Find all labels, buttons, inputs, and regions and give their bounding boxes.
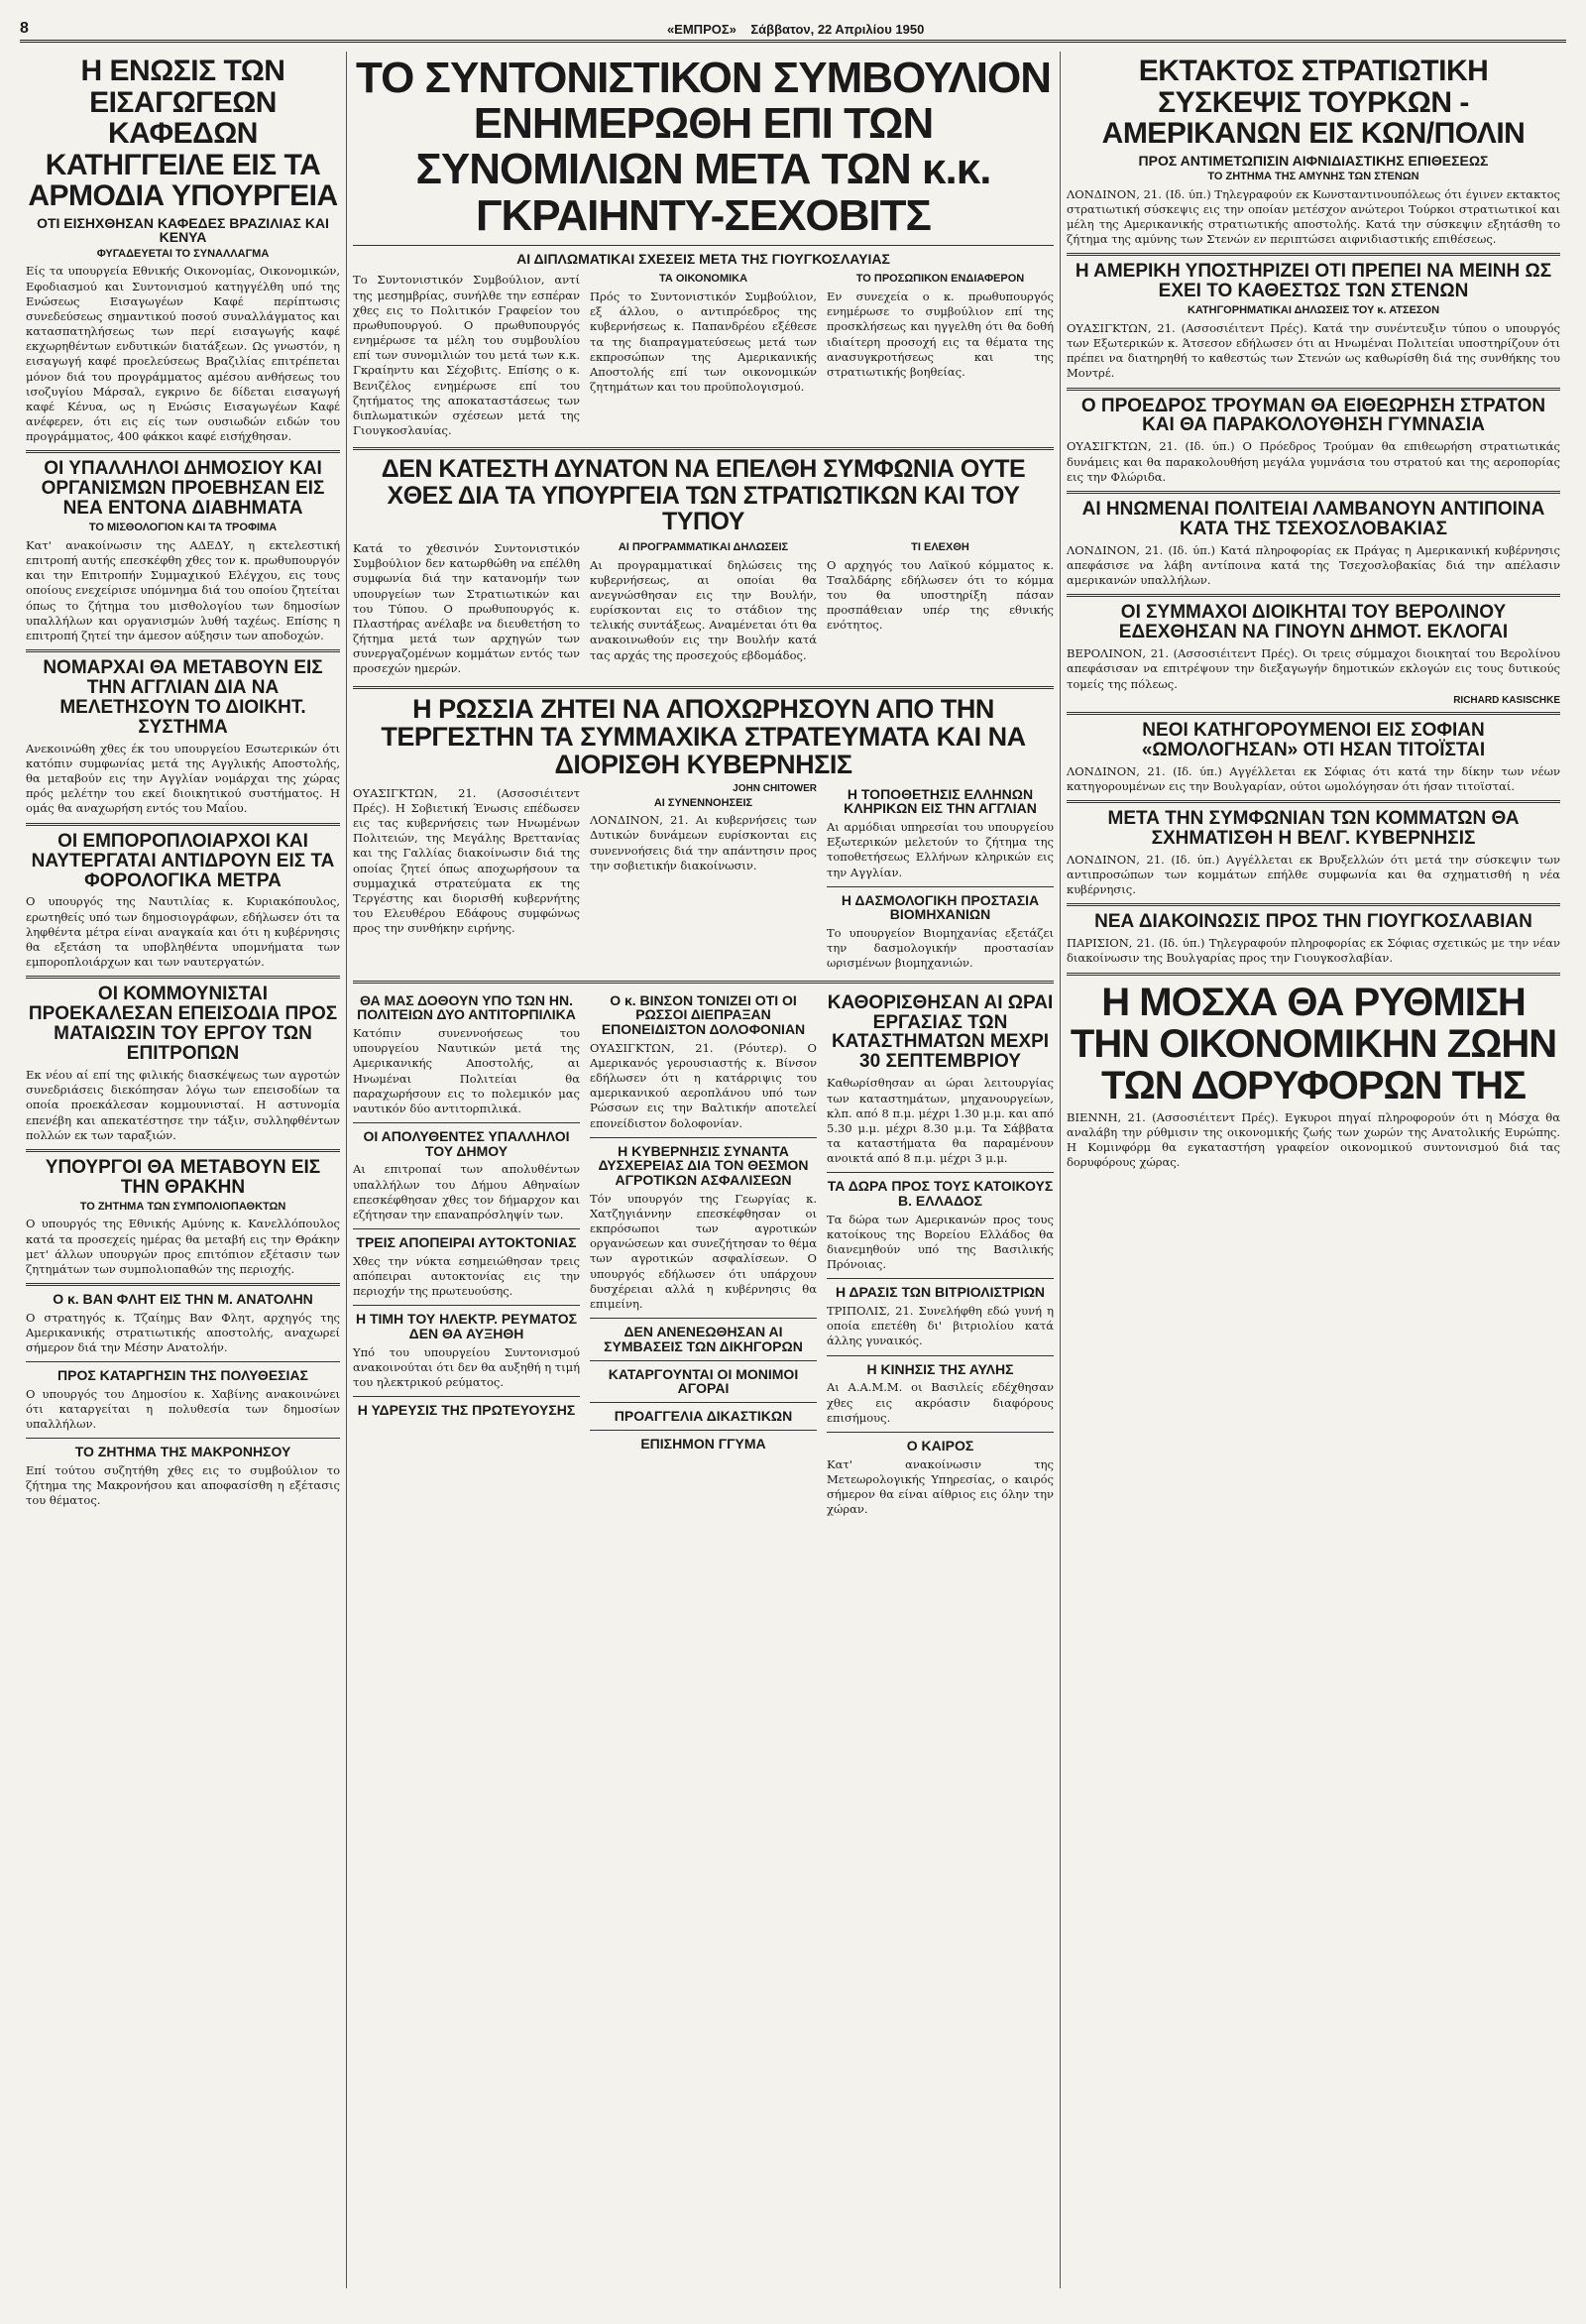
article-ministries-3: Ο αρχηγός του Λαϊκού κόμματος κ. Τσαλδάρης εδήλωσεν ότι το κόμμα του θα υποστηρίξη πάσαν προσπάθειαν υπέρ της εθνικής ενότητος. [827, 557, 1054, 633]
article-prefects: Ανεκοινώθη χθες έκ του υπουργείου Εσωτερικών ότι κατόπιν συμφωνίας μετά της Αγγλικής Αποστολής, θα μεταβούν εις την Αγγλίαν νομάρχαι της χώρας πρός μελέτην του εκεί διοικητικού συστήματος. Η ομάς θα αναχωρήση εντός του Μαΐου. [26, 741, 340, 816]
article-weather: Κατ' ανακοίνωσιν της Μετεωρολογικής Υπηρεσίας, ο καιρός σήμερον θα είναι αίθριος εις όλην την χώραν. [827, 1456, 1054, 1517]
subhead-declarations: ΑΙ ΠΡΟΓΡΑΜΜΑΤΙΚΑΙ ΔΗΛΩΣΕΙΣ [618, 541, 789, 554]
article-communists: Εκ νέου αί επί της φιλικής διασκέψεως των αγροτών συνεδριάσεις διεκόπησαν λόγω των επεισοδίων τα οποία προεκάλεσαν κομμουνισταί. Η αστυνομία επενέβη και απεκατέστησε την τάξιν, συλληφθέντων πολλών εκ των ταραξιών. [26, 1068, 340, 1142]
divider [1067, 253, 1560, 256]
divider [353, 981, 1054, 984]
paper-name: «ΕΜΠΡΟΣ» [666, 21, 736, 37]
divider [827, 1432, 1054, 1433]
headline-ministries: ΔΕΝ ΚΑΤΕΣΤΗ ΔΥΝΑΤΟΝ ΝΑ ΕΠΕΛΘΗ ΣΥΜΦΩΝΙΑ ΟΥΤΕ ΧΘΕΣ ΔΙΑ ΤΑ ΥΠΟΥΡΓΕΙΑ ΤΩΝ ΣΤΡΑΤΙΩΤΙΚΩΝ ΚΑΙ ΤΟΥ ΤΥΠΟΥ [381, 455, 1026, 535]
divider [1067, 903, 1560, 906]
divider [26, 976, 340, 979]
article-electricity: Υπό του υπουργείου Συντονισμού ανακοινούται ότι δεν θα αυξηθή η τιμή του ηλεκτρικού ρεύματος. [353, 1344, 580, 1389]
headline-shop-hours: ΚΑΘΟΡΙΣΘΗΣΑΝ ΑΙ ΩΡΑΙ ΕΡΓΑΣΙΑΣ ΤΩΝ ΚΑΤΑΣΤΗΜΑΤΩΝ ΜΕΧΡΙ 30 ΣΕΠΤΕΜΒΡΙΟΥ [827, 991, 1054, 1073]
kicker-yugoslavia: ΑΙ ΔΙΠΛΩΜΑΤΙΚΑΙ ΣΧΕΣΕΙΣ ΜΕΤΑ ΤΗΣ ΓΙΟΥΓΚΟΣΛΑΥΙΑΣ [516, 250, 890, 267]
subhead-what-said: ΤΙ ΕΛΕΧΘΗ [911, 541, 969, 554]
kicker-straits: ΤΟ ΖΗΤΗΜΑ ΤΗΣ ΑΜΥΝΗΣ ΤΩΝ ΣΤΕΝΩΝ [1207, 171, 1419, 183]
subhead-personal: ΤΟ ΠΡΟΣΩΠΙΚΟΝ ΕΝΔΙΑΦΕΡΟΝ [855, 273, 1025, 286]
headline-official: ΕΠΙΣΗΜΟΝ ΓΓΥΜΑ [640, 1435, 766, 1452]
kicker-acheson: ΚΑΤΗΓΟΡΗΜΑΤΙΚΑΙ ΔΗΛΩΣΕΙΣ ΤΟΥ κ. ΑΤΣΕΣΟΝ [1187, 304, 1440, 317]
divider [353, 245, 1054, 246]
ministries-article [353, 538, 1054, 680]
divider [26, 1361, 340, 1362]
article-ministries-2: Αι προγραμματικαί δηλώσεις της κυβερνήσεως, αι οποίαι θα ανεγνώσθησαν εις την Βουλήν, ευρίσκονται εις το στάδιον της τελικής συντάξεως. Αναμένεται ότι θα ανακοινωθούν εις την Βουλήν κατά τας αρχάς της προσεχούς εβδομάδος. [590, 557, 817, 662]
headline-tariff: Η ΔΑΣΜΟΛΟΓΙΚΗ ΠΡΟΣΤΑΣΙΑ ΒΙΟΜΗΧΑΝΙΩΝ [841, 891, 1040, 923]
article-turkish-american: ΛΟΝΔΙΝΟΝ, 21. (Ιδ. ύπ.) Τηλεγραφούν εκ Κωνσταντινουπόλεως ότι έγινεν εκτακτος στρατιωτική σύσκεψις εις την οποίαν μετέσχον ανώτεροι Τούρκοι στρατιωτικοί και μέλη της Αμερικανικής στρατιωτικής αποστολής. Κατά την σύσκεψιν εξητάσθη το ζήτημα της αμύνης των Στενών εν περιπτώσει αιφνιδιαστικής επιθέσεως. [1067, 186, 1560, 247]
divider [827, 886, 1054, 887]
subhead-economics: ΤΑ ΟΙΚΟΝΟΜΙΚΑ [658, 273, 748, 286]
subhead-coffee: ΟΤΙ ΕΙΣΗΧΘΗΣΑΝ ΚΑΦΕΔΕΣ ΒΡΑΖΙΛΙΑΣ ΚΑΙ ΚΕΝΥΑ [37, 214, 329, 246]
article-vinson: ΟΥΑΣΙΓΚΤΩΝ, 21. (Ρόυτερ). Ο Αμερικανός γερουσιαστής κ. Βίνσον εδήλωσεν ότι η κατάρριψις του αμερικανικού αεροπλάνου υπό των Ρώσσων εις την Βαλτικήν αποτελεί επονείδιστον δολοφονίαν. [590, 1040, 817, 1130]
headline-vinson: Ο κ. ΒΙΝΣΟΝ ΤΟΝΙΖΕΙ ΟΤΙ ΟΙ ΡΩΣΣΟΙ ΔΙΕΠΡΑΞΑΝ ΕΠΟΝΕΙΔΙΣΤΟΝ ΔΟΛΟΦΟΝΙΑΝ [601, 991, 806, 1037]
headline-communists: ΟΙ ΚΟΜΜΟΥΝΙΣΤΑΙ ΠΡΟΕΚΑΛΕΣΑΝ ΕΠΕΙΣΟΔΙΑ ΠΡΟΣ ΜΑΤΑΙΩΣΙΝ ΤΟΥ ΕΡΓΟΥ ΤΩΝ ΕΠΙΤΡΟΠΩΝ [28, 984, 338, 1065]
headline-gifts: ΤΑ ΔΩΡΑ ΠΡΟΣ ΤΟΥΣ ΚΑΤΟΙΚΟΥΣ Β. ΕΛΛΑΔΟΣ [827, 1178, 1054, 1210]
headline-court: Η ΚΙΝΗΣΙΣ ΤΗΣ ΑΥΛΗΣ [866, 1360, 1014, 1377]
article-moscow-satellites: ΒΙΕΝΝΗ, 21. (Ασσοσιέιτεντ Πρές). Εγκυροι πηγαί πληροφορούν ότι η Μόσχα θα αναλάβη την ρύθμισιν της οικονομικής ζωής των χωρών της Ανατολικής Ευρώπης. Η Κομινφόρμ θα εγκαταστήση γραφείον οικονομικού συντονισμού διά τας δορυφόρους χώρας. [1067, 1109, 1560, 1170]
subhead-consultations: ΑΙ ΣΥΝΕΝΝΟΗΣΕΙΣ [653, 796, 753, 809]
divider [26, 1149, 340, 1152]
article-civil-servants: Κατ' ανακοίνωσιν της ΑΔΕΔΥ, η εκτελεστική επιτροπή αυτής επεσκέφθη χθες τον κ. πρωθυπουργόν και την Επιτροπήν Συμμαχικού Ελέγχου, εις τους οποίους ενεχείρισε υπόμνημα διά του οποίου ζητείται όπως το ζήτημα του μισθολογίου των δημοσίων υπαλλήλων και οργανισμών λυθή ταχέως. Επίσης η επιτροπή ζητεί την άμεσον αύξησιν των αποδοχών. [26, 537, 340, 642]
headline-dismissed: ΟΙ ΑΠΟΛΥΘΕΝΤΕΣ ΥΠΑΛΛΗΛΟΙ ΤΟΥ ΔΗΜΟΥ [363, 1128, 570, 1159]
divider [827, 1172, 1054, 1173]
article-court: Αι Α.Α.Μ.Μ. οι Βασιλείς εδέχθησαν χθες εις ακρόασιν διαφόρους επισήμους. [827, 1380, 1054, 1425]
columns [20, 52, 1566, 2288]
article-makronisos: Επί τούτου συζητήθη χθες εις το συμβούλιον το ζήτημα της Μακρονήσου και αποφασίσθη η εξέτασις του θέματος. [26, 1463, 340, 1508]
headline-berlin: ΟΙ ΣΥΜΜΑΧΟΙ ΔΙΟΙΚΗΤΑΙ ΤΟΥ ΒΕΡΟΛΙΝΟΥ ΕΔΕΧΘΗΣΑΝ ΝΑ ΓΙΝΟΥΝ ΔΗΜΟΤ. ΕΚΛΟΓΑΙ [1118, 602, 1509, 643]
article-tariff: Το υπουργείον Βιομηχανίας εξετάζει την δασμολογικήν προστασίαν ωρισμένων βιομηχανιών. [827, 926, 1054, 971]
divider [590, 1430, 817, 1431]
lower-news-grid [353, 989, 1054, 1521]
byline-chitower: JOHN CHITOWER [733, 782, 817, 794]
article-berlin: ΒΕΡΟΛΙΝΟΝ, 21. (Ασσοσιέιτεντ Πρές). Οι τρεις σύμμαχοι διοικηταί του Βερολίνου απεφάσισαν να επιτρέψουν την διεξαγωγήν δημοτικών εκλογών εις τους δυτικούς τομείς της πόλεως. [1067, 646, 1560, 691]
headline-judicial: ΠΡΟΑΓΓΕΛΙΑ ΔΙΚΑΣΤΙΚΩΝ [614, 1407, 793, 1424]
divider [1067, 800, 1560, 803]
headline-russia-trieste: Η ΡΩΣΣΙΑ ΖΗΤΕΙ ΝΑ ΑΠΟΧΩΡΗΣΟΥΝ ΑΠΟ ΤΗΝ ΤΕΡΓΕΣΤΗΝ ΤΑ ΣΥΜΜΑΧΙΚΑ ΣΤΡΑΤΕΥΜΑΤΑ ΚΑΙ ΝΑ ΔΙΟΡΙΣΘΗ ΚΥΒΕΡΝΗΣΙΣ [381, 693, 1026, 780]
divider [26, 1438, 340, 1439]
divider [590, 1137, 817, 1138]
page-number: 8 [20, 20, 29, 37]
kicker-thrace: ΤΟ ΖΗΤΗΜΑ ΤΩΝ ΣΥΜΠΟΛΙΟΠΑΘΚΤΩΝ [79, 1200, 286, 1213]
article-coffee: Είς τα υπουργεία Εθνικής Οικονομίας, Οικονομικών, Εφοδιασμού και Συντονισμού κατηγγέλθη υπό της Ενώσεως Εισαγωγέων Καφέ περίπτωσις συνεδεύσεως σημαντικού ποσού συναλλάγματος και κατασπατηλήσεως των περί εισαγωγής καφέ εκχωρηθέντων ενδυτικών διατάξεων. Ως γνωστόν, η εισαγωγή καφέ προελεύσεως Βραζιλίας επιτρέπεται μόνον διά του προγράμματος αμέσου ανθήσεως του ισοζυγίου Μάρσαλ, εγκρινο δε δίδεται εισαγωγή καφέ Κένυα, ως η Ενώσις Εισαγωγέων Καφέ ανέφερεν, ότι εις είς των ουσιωδών ειδών του προγράμματος, 400 φάκκοι καφέ εισήχθησαν. [26, 264, 340, 444]
divider [26, 823, 340, 826]
headline-truman: Ο ΠΡΟΕΔΡΟΣ ΤΡΟΥΜΑΝ ΘΑ ΕΙΘΕΩΡΗΣΗ ΣΤΡΑΤΟΝ ΚΑΙ ΘΑ ΠΑΡΑΚΟΛΟΥΘΗΣΗ ΓΥΜΝΑΣΙΑ [1080, 395, 1546, 436]
headline-thrace: ΥΠΟΥΡΓΟΙ ΘΑ ΜΕΤΑΒΟΥΝ ΕΙΣ ΤΗΝ ΘΡΑΚΗΝ [45, 1156, 321, 1198]
headline-coordinating-council: ΤΟ ΣΥΝΤΟΝΙΣΤΙΚΟΝ ΣΥΜΒΟΥΛΙΟΝ ΕΝΗΜΕΡΩΘΗ ΕΠΙ ΤΩΝ ΣΥΝΟΜΙΛΙΩΝ ΜΕΤΑ ΤΩΝ κ.κ. ΓΚΡΑΙΗΝΤΥ-ΣΕΧΟΒΙΤΣ [356, 54, 1051, 240]
article-ministries-1: Κατά το χθεσινόν Συντονιστικόν Συμβούλιον δεν κατωρθώθη να επέλθη συμφωνία διά την κατανομήν των υπουργείων των Στρατιωτικών και του Τύπου. Ο πρωθυπουργός κ. Πλαστήρας ανέλαβε να διευθετήση το ζήτημα μετά των αρχηγών των συνεργαζομένων κομμάτων εντός των προσεχών ημερών. [353, 541, 580, 676]
divider [827, 1278, 1054, 1279]
divider [1067, 594, 1560, 597]
headline-moscow-satellites: Η ΜΟΣΧΑ ΘΑ ΡΥΘΜΙΣΗ ΤΗΝ ΟΙΚΟΝΟΜΙΚΗΝ ΖΩΗΝ ΤΩΝ ΔΟΡΥΦΟΡΩΝ ΤΗΣ [1070, 980, 1557, 1107]
article-clerics: Αι αρμόδιαι υπηρεσίαι του υπουργείου Εξωτερικών μελετούν το ζήτημα της τοποθετήσεως Ελλήνων κληρικών εις την Αγγλίαν. [827, 820, 1054, 879]
council-article [353, 270, 1054, 441]
divider [1067, 973, 1560, 976]
headline-vitriol: Η ΔΡΑΣΙΣ ΤΩΝ ΒΙΤΡΙΟΛΙΣΤΡΙΩΝ [835, 1284, 1046, 1301]
divider [1067, 388, 1560, 391]
kicker-coffee: ΦΥΓΑΔΕΥΕΤΑΙ ΤΟ ΣΥΝΑΛΛΑΓΜΑ [96, 247, 270, 260]
headline-water: Η ΥΔΡΕΥΣΙΣ ΤΗΣ ΠΡΩΤΕΥΟΥΣΗΣ [357, 1402, 576, 1419]
column-1 [20, 52, 347, 2288]
divider [353, 686, 1054, 689]
masthead [20, 18, 1566, 43]
column-3 [1061, 52, 1566, 2288]
article-council-1: Το Συντονιστικόν Συμβούλιον, αντί της μεσημβρίας, συνήλθε την εσπέραν χθες εις το Πολιτικόν Γραφείον του πρωθυπουργού. Ο πρωθυπουργός ενημέρωσε τα μέλη του συμβουλίου επί των συνομιλιών του μετά των κ.κ. Γκραίηντυ και Σέχοβιτς. Επίσης ο κ. Βενιζέλος ενημέρωσε επί του ζητήματος της αποκαταστάσεως των διπλωματικών σχέσεων μετά της Γιουγκοσλαυίας. [353, 273, 580, 438]
headline-clerics: Η ΤΟΠΟΘΕΤΗΣΙΣ ΕΛΛΗΝΩΝ ΚΛΗΡΙΚΩΝ ΕΙΣ ΤΗΝ ΑΓΓΛΙΑΝ [844, 785, 1037, 817]
headline-destroyers: ΘΑ ΜΑΣ ΔΟΘΟΥΝ ΥΠΟ ΤΩΝ ΗΝ. ΠΟΛΙΤΕΙΩΝ ΔΥΟ ΑΝΤΙΤΟΡΠΙΛΙΚΑ [357, 991, 576, 1023]
divider [353, 1228, 580, 1229]
kicker-civil-servants: ΤΟ ΜΙΣΘΟΛΟΓΙΟΝ ΚΑΙ ΤΑ ΤΡΟΦΙΜΑ [88, 522, 278, 534]
headline-markets: ΚΑΤΑΡΓΟΥΝΤΑΙ ΟΙ ΜΟΝΙΜΟΙ ΑΓΟΡΑΙ [608, 1365, 799, 1397]
subhead-surprise-attack: ΠΡΟΣ ΑΝΤΙΜΕΤΩΠΙΣΙΝ ΑΙΦΝΙΔΙΑΣΤΙΚΗΣ ΕΠΙΘΕΣΕΩΣ [1138, 152, 1489, 169]
article-czechoslovakia: ΛΟΝΔΙΝΟΝ, 21. (Ιδ. ύπ.) Κατά πληροφορίας εκ Πράγας η Αμερικανική κυβέρνησις απεφάσισε να λάβη αντίποινα κατά της Τσεχοσλοβακίας διά την απέλασιν αμερικανών υπαλλήλων. [1067, 542, 1560, 588]
headline-shipmasters: ΟΙ ΕΜΠΟΡΟΠΛΟΙΑΡΧΟΙ ΚΑΙ ΝΑΥΤΕΡΓΑΤΑΙ ΑΝΤΙΔΡΟΥΝ ΕΙΣ ΤΑ ΦΟΡΟΛΟΓΙΚΑ ΜΕΤΡΑ [31, 830, 335, 891]
trieste-article [353, 783, 1054, 975]
divider [26, 450, 340, 453]
headline-prefects: ΝΟΜΑΡΧΑΙ ΘΑ ΜΕΤΑΒΟΥΝ ΕΙΣ ΤΗΝ ΑΓΓΛΙΑΝ ΔΙΑ ΝΑ ΜΕΛΕΤΗΣΟΥΝ ΤΟ ΔΙΟΙΚΗΤ. ΣΥΣΤΗΜΑ [43, 657, 323, 738]
article-shipmasters: Ο υπουργός της Ναυτιλίας κ. Κυριακόπουλος, ερωτηθείς υπό των δημοσιογράφων, εδήλωσεν ότι τα ληφθέντα μέτρα είναι αναγκαία και ότι η κυβέρνησις θα εξετάση τα υποβληθέντα υπομνήματα των εμποροπλοιάρχων και των ναυτεργατών. [26, 894, 340, 970]
headline-van-fleet: Ο κ. ΒΑΝ ΦΛΗΤ ΕΙΣ ΤΗΝ Μ. ΑΝΑΤΟΛΗΝ [53, 1291, 313, 1308]
article-insurance: Τόν υπουργόν της Γεωργίας κ. Χατζηγιάννην επεσκέφθησαν οι εκπρόσωποι των αγροτικών οργανώσεων και συνεζήτησαν το θέμα των αγροτικών ασφαλίσεων. Ο υπουργός εδήλωσεν ότι υπάρχουν δυσχέρειαι αλλά η κυβέρνησις θα επιμείνη. [590, 1191, 817, 1311]
article-council-3: Εν συνεχεία ο κ. πρωθυπουργός ενημέρωσε το συμβούλιον επί της προσκλήσεως και ηγγελθη ότι θα δοθή ιδιαίτερη προσοχή εις τα θέματα της ανασυγκροτήσεως και της στρατιωτικής βοηθείας. [827, 289, 1054, 379]
headline-makronisos: ΤΟ ΖΗΤΗΜΑ ΤΗΣ ΜΑΚΡΟΝΗΣΟΥ [74, 1444, 291, 1460]
headline-turkish-american: ΕΚΤΑΚΤΟΣ ΣΤΡΑΤΙΩΤΙΚΗ ΣΥΣΚΕΨΙΣ ΤΟΥΡΚΩΝ - ΑΜΕΡΙΚΑΝΩΝ ΕΙΣ ΚΩΝ/ΠΟΛΙΝ [1101, 55, 1526, 150]
divider [353, 1305, 580, 1306]
article-belgium: ΛΟΝΔΙΝΟΝ, 21. (Ιδ. ύπ.) Αγγέλλεται εκ Βρυξελλών ότι μετά την σύσκεψιν των αντιπροσώπων των κομμάτων επήλθε συμφωνία και θα σχηματισθή η νέα κυβέρνησις. [1067, 852, 1560, 897]
divider [590, 1360, 817, 1361]
headline-civil-servants: ΟΙ ΥΠΑΛΛΗΛΟΙ ΔΗΜΟΣΙΟΥ ΚΑΙ ΟΡΓΑΝΙΣΜΩΝ ΠΡΟΕΒΗΣΑΝ ΕΙΣ ΝΕΑ ΕΝΤΟΝΑ ΔΙΑΒΗΜΑΤΑ [41, 458, 325, 520]
headline-suicide: ΤΡΕΙΣ ΑΠΟΠΕΙΡΑΙ ΑΥΤΟΚΤΟΝΙΑΣ [356, 1234, 577, 1251]
divider [590, 1318, 817, 1319]
article-thrace: Ο υπουργός της Εθνικής Αμύνης κ. Κανελλόπουλος κατά τα προσεχείς ημέρας θα μεταβή εις την Θράκην μετ' άλλων υπουργών προς επιτόπιον εξέτασιν των ζητημάτων των συμπολιοπαθών της περιοχής. [26, 1217, 340, 1276]
divider [827, 1355, 1054, 1356]
article-truman: ΟΥΑΣΙΓΚΤΩΝ, 21. (Ιδ. ύπ.) Ο Πρόεδρος Τρούμαν θα επιθεωρήση στρατιωτικάς δυνάμεις και θα παρακολουθήση μεγάλα γυμνάσια του στρατού και της αεροπορίας εις την Φλώριδα. [1067, 439, 1560, 484]
article-yugoslavia-note: ΠΑΡΙΣΙΟΝ, 21. (Ιδ. ύπ.) Τηλεγραφούν πληροφορίας εκ Σόφιας σχετικώς με την νέαν διακοίνωσιν της Βουλγαρίας προς την Γιουγκοσλαβίαν. [1067, 936, 1560, 966]
divider [353, 1396, 580, 1397]
headline-america-straits: Η ΑΜΕΡΙΚΗ ΥΠΟΣΤΗΡΙΖΕΙ ΟΤΙ ΠΡΕΠΕΙ ΝΑ ΜΕΙΝΗ ΩΣ ΕΧΕΙ ΤΟ ΚΑΘΕΣΤΩΣ ΤΩΝ ΣΤΕΝΩΝ [1075, 261, 1552, 302]
divider [26, 1283, 340, 1286]
headline-belgium: ΜΕΤΑ ΤΗΝ ΣΥΜΦΩΝΙΑΝ ΤΩΝ ΚΟΜΜΑΤΩΝ ΘΑ ΣΧΗΜΑΤΙΣΘΗ Η ΒΕΛΓ. ΚΥΒΕΡΝΗΣΙΣ [1107, 807, 1520, 849]
article-vitriol: ΤΡΙΠΟΛΙΣ, 21. Συνελήφθη εδώ γυνή η οποία επετέθη δι' βιτριολίου κατά άλλης γυναικός. [827, 1304, 1054, 1348]
divider [353, 1122, 580, 1123]
headline-czechoslovakia: ΑΙ ΗΝΩΜΕΝΑΙ ΠΟΛΙΤΕΙΑΙ ΛΑΜΒΑΝΟΥΝ ΑΝΤΙΠΟΙΝΑ ΚΑΤΑ ΤΗΣ ΤΣΕΧΟΣΛΟΒΑΚΙΑΣ [1081, 498, 1545, 539]
headline-weather: Ο ΚΑΙΡΟΣ [906, 1437, 974, 1453]
article-council-2: Πρός το Συντονιστικόν Συμβούλιον, εξ άλλου, ο αντιπρόεδρος της κυβερνήσεως κ. Παπανδρέου εξέθεσε τα της διαπραγματεύσεως μετά των εκπροσώπων της Αμερικανικής Αποστολής επί των οικονομικών ζητημάτων και του προϋπολογισμού. [590, 289, 817, 395]
article-america-straits: ΟΥΑΣΙΓΚΤΩΝ, 21. (Ασσοσιέιτεντ Πρές). Κατά την συνέντευξιν τύπου ο υπουργός των Εξωτερικών κ. Άτσεσον εδήλωσεν ότι αι Ηνωμέναι Πολιτείαι υποστηρίζουν ότι πρέπει να διατηρηθή το καθεστώς των Στενών ως καθωρίσθη διά της συνθήκης του Μοντρέ. [1067, 320, 1560, 381]
article-polythesia: Ο υπουργός του Δημοσίου κ. Χαβίνης ανακοινώνει ότι καταργείται η πολυθεσία των δημοσίων υπαλλήλων. [26, 1386, 340, 1432]
article-gifts: Τα δώρα των Αμερικανών προς τους κατοίκους της Βορείου Ελλάδος θα διανεμηθούν υπό της Βασιλικής Πρόνοιας. [827, 1212, 1054, 1272]
headline-coffee: Η ΕΝΩΣΙΣ ΤΩΝ ΕΙΣΑΓΩΓΕΩΝ ΚΑΦΕΔΩΝ ΚΑΤΗΓΓΕΙΛΕ ΕΙΣ ΤΑ ΑΡΜΟΔΙΑ ΥΠΟΥΡΓΕΙΑ [28, 55, 338, 212]
article-trieste-2: ΛΟΝΔΙΝΟΝ, 21. Αι κυβερνήσεις των Δυτικών δυνάμεων ευρίσκονται εις συνεννοήσεις διά την απάντησιν προς την σοβιετικήν διακοίνωσιν. [590, 813, 817, 872]
headline-electricity: Η ΤΙΜΗ ΤΟΥ ΗΛΕΚΤΡ. ΡΕΥΜΑΤΟΣ ΔΕΝ ΘΑ ΑΥΞΗΘΗ [355, 1311, 578, 1341]
article-shop-hours: Καθωρίσθησαν αι ώραι λειτουργίας των καταστημάτων, μηχανουργείων, κλπ. από 8 π.μ. μέχρι 1.30 μ.μ. και από 5.30 μ.μ. μέχρι 8.30 μ.μ. Τα Σάββατα τα καταστήματα θα παραμένουν ανοικτά από 8 π.μ. μέχρι 3 μ.μ. [827, 1076, 1054, 1166]
column-2 [347, 52, 1061, 2288]
divider [1067, 491, 1560, 494]
headline-lawyers: ΔΕΝ ΑΝΕΝΕΩΘΗΣΑΝ ΑΙ ΣΥΜΒΑΣΕΙΣ ΤΩΝ ΔΙΚΗΓΟΡΩΝ [604, 1324, 803, 1354]
article-sofia: ΛΟΝΔΙΝΟΝ, 21. (Ιδ. ύπ.) Αγγέλλεται εκ Σόφιας ότι κατά την δίκην των νέων κατηγορουμένων εις την Βουλγαρίαν, ούτοι ωμολόγησαν ότι ήσαν τιτοϊσταί. [1067, 763, 1560, 793]
article-trieste-1: ΟΥΑΣΙΓΚΤΩΝ, 21. (Ασσοσιέιτεντ Πρές). Η Σοβιετική Ένωσις επέδωσεν εις τας κυβερνήσεις των Ηνωμένων Πολιτειών, της Μεγάλης Βρεττανίας και της Γαλλίας διακοίνωσιν διά της οποίας ζητεί όπως αποχωρήσουν τα συμμαχικά στρατεύματα εκ της Τεργέστης και διορισθή κυβερνήτης του Ελευθέρου Εδάφους συμφώνως προς την συνθήκην ειρήνης. [353, 785, 580, 936]
article-suicide: Χθες την νύκτα εσημειώθησαν τρεις απόπειραι αυτοκτονίας εις την περιοχήν της πρωτευούσης. [353, 1253, 580, 1299]
divider [590, 1402, 817, 1403]
divider [1067, 712, 1560, 715]
article-dismissed: Αι επιτροπαί των απολυθέντων υπαλλήλων του Δήμου Αθηναίων επεσκέφθησαν χθες τον δήμαρχον και εζήτησαν την επαναπρόσληψίν των. [353, 1162, 580, 1221]
divider [353, 447, 1054, 450]
headline-polythesia: ΠΡΟΣ ΚΑΤΑΡΓΗΣΙΝ ΤΗΣ ΠΟΛΥΘΕΣΙΑΣ [57, 1367, 308, 1384]
headline-sofia: ΝΕΟΙ ΚΑΤΗΓΟΡΟΥΜΕΝΟΙ ΕΙΣ ΣΟΦΙΑΝ «ΩΜΟΛΟΓΗΣΑΝ» ΟΤΙ ΗΣΑΝ ΤΙΤΟΪΣΤΑΙ [1141, 719, 1486, 760]
masthead-spacer [1562, 22, 1566, 37]
newspaper-page [20, 18, 1566, 2288]
divider [26, 649, 340, 652]
headline-yugoslavia-note: ΝΕΑ ΔΙΑΚΟΙΝΩΣΙΣ ΠΡΟΣ ΤΗΝ ΓΙΟΥΓΚΟΣΛΑΒΙΑΝ [1094, 911, 1532, 933]
byline-kasischke: RICHARD KASISCHKE [1453, 694, 1560, 706]
article-van-fleet: Ο στρατηγός κ. Τζαίημς Βαν Φλητ, αρχηγός της Αμερικανικής στρατιωτικής αποστολής, αναχωρεί σήμερον διά την Μέσην Ανατολήν. [26, 1310, 340, 1355]
masthead-title [667, 22, 924, 37]
article-destroyers: Κατόπιν συνεννοήσεως του υπουργείου Ναυτικών μετά της Αμερικανικής Αποστολής, αι Ηνωμέναι Πολιτείαι θα παραχωρήσουν εις το πολεμικόν μας ναυτικόν δύο αντιτορπιλικά. [353, 1025, 580, 1115]
headline-insurance: Η ΚΥΒΕΡΝΗΣΙΣ ΣΥΝΑΝΤΑ ΔΥΣΧΕΡΕΙΑΣ ΔΙΑ ΤΟΝ ΘΕΣΜΟΝ ΑΓΡΟΤΙΚΩΝ ΑΣΦΑΛΙΣΕΩΝ [598, 1142, 809, 1189]
issue-date: Σάββατον, 22 Απριλίου 1950 [750, 21, 925, 37]
